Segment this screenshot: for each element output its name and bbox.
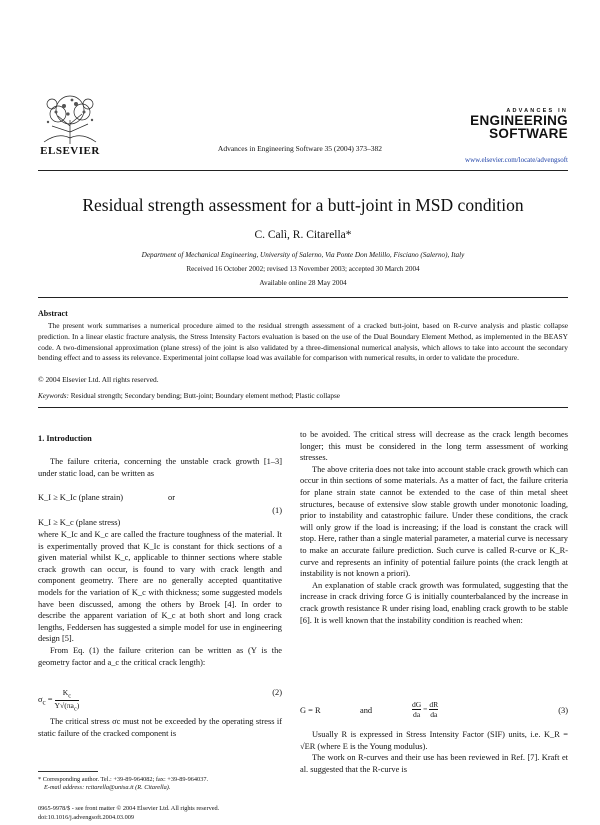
- header-rule: [38, 170, 568, 171]
- submission-dates: Received 16 October 2002; revised 13 November 2003; accepted 30 March 2004: [186, 265, 420, 273]
- left-column-text-2: [38, 529, 282, 668]
- journal-brand: [468, 108, 568, 140]
- equation-2-number: (2): [272, 688, 282, 697]
- equation-2-content: $\sigma_c$ = $K_c$ $Y√(\pi a_c)$: [38, 688, 80, 713]
- equation-2: [38, 680, 282, 713]
- equation-3: [300, 700, 568, 726]
- abstract-bottom-rule: [38, 407, 568, 408]
- paper-title: Residual strength assessment for a butt-joint in MSD condition: [82, 195, 524, 215]
- brand-line-2: ENGINEERING: [470, 113, 568, 128]
- footnote-corresponding: * Corresponding author. Tel.: +39-89-964082; fax: +39-89-964037.: [38, 776, 209, 783]
- equation-1-plane-strain: K_I ≥ K_Ic (plane strain): [38, 493, 124, 502]
- journal-url-link[interactable]: www.elsevier.com/locate/advengsoft: [465, 156, 568, 164]
- equation-1-plane-stress: K_I ≥ K_c (plane stress): [38, 518, 121, 527]
- publisher-name: ELSEVIER: [40, 145, 100, 157]
- equation-3-derivatives: $\frac{dG}{da}$ = $\frac{dR}{da}$: [412, 700, 439, 719]
- right-paragraph-5: The work on R-curves and their use has been reviewed in Ref. [7]. Kraft et al. suggested that the R-curve is: [300, 753, 568, 774]
- paragraph-3: From Eq. (1) the failure criterion can be written as (Y is the geometry factor and a_c the critical crack length):: [38, 645, 282, 667]
- keywords: [38, 392, 340, 400]
- equation-1-number: (1): [272, 506, 282, 515]
- right-paragraph-2: The above criteria does not take into account stable crack growth which can occur in thin sections of some materials. As a matter of fact, the failure criteria for plane strain state cannot be extended to the case of thin metal sheet structures, because of extensive slow stable growth under monotonic loading, prior to instability and catastrophic failure. Under these conditions, the crack will only grow if the load is increasing; if the load is constant the crack will stop. Here, rather than a single material parameter, a material curve is necessary to make an accurate failure prediction. Such curve is called R-curve or K_R-curve and represents an infinity of potential failure points (the crack length at instability is not known a priori).: [300, 464, 568, 579]
- equation-1-or: or: [168, 493, 175, 502]
- elsevier-tree-logo: [38, 92, 102, 146]
- brand-line-1: ADVANCES IN: [506, 108, 568, 114]
- section-heading-introduction: 1. Introduction: [38, 434, 92, 443]
- equation-3-and: and: [360, 706, 373, 715]
- paper-authors: C. Calì, R. Citarella*: [254, 229, 352, 241]
- left-column-text: [38, 456, 282, 479]
- keywords-list: Residual strength; Secondary bending; Butt-joint; Boundary element method; Plastic collapse: [70, 392, 340, 400]
- paragraph-1: The failure criteria, concerning the unstable crack growth [1–3] under static load, can be written as: [38, 457, 282, 478]
- equation-3-number: (3): [558, 706, 568, 715]
- equation-1: [38, 493, 282, 533]
- keywords-label: Keywords:: [38, 392, 69, 400]
- abstract-copyright: © 2004 Elsevier Ltd. All rights reserved.: [38, 375, 159, 384]
- footnote-email: E-mail address: rcitarella@unisa.it (R. Citarella).: [44, 784, 171, 792]
- right-column-text: [300, 429, 568, 626]
- footnote: [38, 776, 298, 792]
- abstract-heading: Abstract: [38, 309, 68, 318]
- right-paragraph-4: Usually R is expressed in Stress Intensity Factor (SIF) units, i.e. K_R = √ER (where E is the Young modulus).: [300, 730, 568, 751]
- abstract-text: The present work summarises a numerical procedure aimed to the residual strength assessment of a cracked butt-joint, based on R-curve analysis and plastic collapse prediction. In a linear elastic fracture analysis, the Stress Intensity Factors evaluation is based on the use of the Dual Boundary Element Method, as implemented in the BEASY code. A two-dimensional approximation (plane stress) of the joint is also validated by a three-dimensional numerical analysis, which allows to take into account the secondary bending effect and to assess its relevance. Experimental joint collapse load was available for comparison with numerical results, in order to validate the procedure.: [38, 321, 568, 363]
- online-date: Available online 28 May 2004: [259, 279, 347, 287]
- equation-3-left: G = R: [300, 706, 321, 715]
- footer-issn: 0965-9978/$ - see front matter © 2004 Elsevier Ltd. All rights reserved.: [38, 805, 220, 812]
- footnote-rule: [38, 771, 98, 772]
- journal-citation: Advances in Engineering Software 35 (2004) 373–382: [217, 144, 383, 153]
- right-paragraph-1: to be avoided. The critical stress will decrease as the crack length becomes longer; this must be considered in the long term assessment of working stresses.: [300, 430, 568, 463]
- left-column-text-3: [38, 716, 282, 739]
- footer-doi-link[interactable]: doi:10.1016/j.advengsoft.2004.03.009: [38, 814, 135, 821]
- right-column-text-2: [300, 729, 568, 775]
- page-footer: [38, 804, 358, 822]
- right-paragraph-3: An explanation of stable crack growth was formulated, suggesting that the increase in crack driving force G is initially counterbalanced by the increase in crack growth resistance R under rising load, enabling crack growth to be stable [6]. It is well known that the instability condition is reached when:: [300, 580, 568, 625]
- brand-line-3: SOFTWARE: [489, 126, 568, 141]
- paragraph-2: where K_Ic and K_c are called the fracture toughness of the material. It is experimentally proved that K_Ic is constant for thick sections of a given material whilst K_c, applicable to thinner sections where stable crack growth can occur, is found to vary with crack length and component geometry. There are no generally accepted quantitative models for the variation of K_c with thickness; some suggested models have been discussed, among the others by Broek [4]. In order to describe the apparent variation of K_c at both short and long crack lengths, Feddersen has suggested a simple model for use in engineering design [5].: [38, 530, 282, 644]
- abstract-top-rule: [38, 297, 568, 298]
- paragraph-4: The critical stress σc must not be exceeded by the operating stress if static failure of the cracked component is: [38, 717, 282, 738]
- author-affiliation: Department of Mechanical Engineering, University of Salerno, Via Ponte Don Melillo, Fisciano (Salerno), Italy: [141, 251, 465, 259]
